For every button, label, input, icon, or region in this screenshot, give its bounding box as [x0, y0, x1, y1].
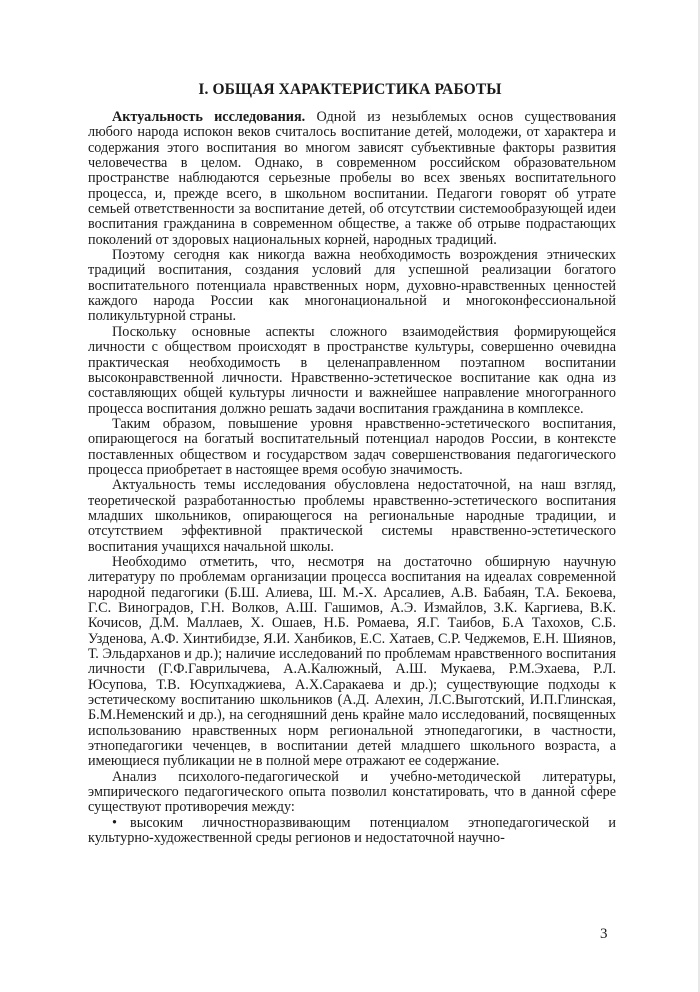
bullet-list-item: [88, 816, 616, 847]
body-text: [88, 110, 616, 847]
page-number: 3: [600, 926, 608, 942]
paragraph: Поэтому сегодня как никогда важна необходимость возрождения этнических традиций воспитания, создания условий для успешной реализации богатого воспитательного потенциала нравственных норм, духовно-нравственных ценностей каждого народа России как многонациональной и многоконфессиональной поликультурной страны.: [88, 247, 616, 325]
paragraph: Необходимо отметить, что, несмотря на достаточно обширную научную литературу по проблемам организации процесса воспитания на идеалах современной народной педагогики (Б.Ш. Алиева, Ш. М.-Х. Арсалиев, А.В. Бабаян, Т.А. Бекоева, Г.С. Виноградов, Г.Н. Волков, А.Ш. Гашимов, А.Э. Измайлов, З.К. Каргиева, В.К. Кочисов, Д.М. Маллаев, Х. Ошаев, Н.Б. Ромаева, Я.Г. Таибов, Б.А Тахохов, С.Б. Узденова, А.Ф. Хинтибидзе, Я.И. Ханбиков, Е.С. Хатаев, С.Р. Чеджемов, Е.Н. Шиянов, Т. Эльдарханов и др.); наличие исследований по проблемам нравственного воспитания личности (Г.Ф.Гаврилычева, А.А.Калюжный, А.Ш. Мукаева, Р.М.Эхаева, Р.Л. Юсупова, Т.В. Юсупхаджиева, А.Х.Саракаева и др.); существующие подходы к эстетическому воспитанию школьников (А.Д. Алехин, Л.С.Выготский, И.П.Глинская, Б.М.Неменский и др.), на сегодняшний день крайне мало исследований, посвященных использованию нравственных норм региональной этнопедагогики, в частности, этнопедагогики чеченцев, в воспитании детей младшего школьного возраста, а имеющиеся публикации не в полной мере отражают ее содержание.: [88, 553, 616, 770]
paragraph-relevance: [88, 110, 616, 248]
paragraph: Таким образом, повышение уровня нравственно-эстетического воспитания, опирающегося на богатый воспитательный потенциал народов России, в контексте поставленных обществом и государством задач совершенствования педагогического процесса приобретает в настоящее время особую значимость.: [88, 415, 616, 478]
paragraph-text: Одной из незыблемых основ существования любого народа испокон веков считалось воспитание детей, молодежи, от характера и содержания этого воспитания во многом зависят субъективные факторы развития человечества в целом. Однако, в современном российском образовательном пространстве наблюдаются серьезные пробелы во всех звеньях воспитательного процесса, и, прежде всего, в школьном воспитании. Педагоги говорят об утрате семьей ответственности за воспитание детей, об отсутствии системообразующей идеи воспитания гражданина в современном обществе, а также об отрыве подрастающих поколений от здоровых национальных корней, народных традиций.: [88, 109, 616, 248]
bullet-icon: •: [112, 814, 117, 831]
paragraph: Поскольку основные аспекты сложного взаимодействия формирующейся личности с обществом происходят в пространстве культуры, совершенно очевидна практическая необходимость в целенаправленном поэтапном воспитании высоконравственной личности. Нравственно-эстетическое воспитание как одна из составляющих общей культуры личности и важнейшее направление многогранного процесса воспитания должно решать задачи воспитания гражданина в комплексе.: [88, 323, 616, 417]
paragraph-lead: Актуальность исследования.: [112, 109, 306, 125]
paragraph: Анализ психолого-педагогической и учебно-методической литературы, эмпирического педагогического опыта позволил констатировать, что в данной сфере существуют противоречия между:: [88, 768, 616, 816]
bullet-text: высоким личностноразвивающим потенциалом этнопедагогической и культурно-художественной среды регионов и недостаточной научно-: [88, 814, 616, 847]
section-title: I. ОБЩАЯ ХАРАКТЕРИСТИКА РАБОТЫ: [198, 81, 502, 98]
paragraph: Актуальность темы исследования обусловлена недостаточной, на наш взгляд, теоретической разработанностью проблемы нравственно-эстетического воспитания младших школьников, опирающегося на региональные народные традиции, и отсутствием эффективной практической системы нравственно-эстетического воспитания учащихся начальной школы.: [88, 477, 616, 555]
